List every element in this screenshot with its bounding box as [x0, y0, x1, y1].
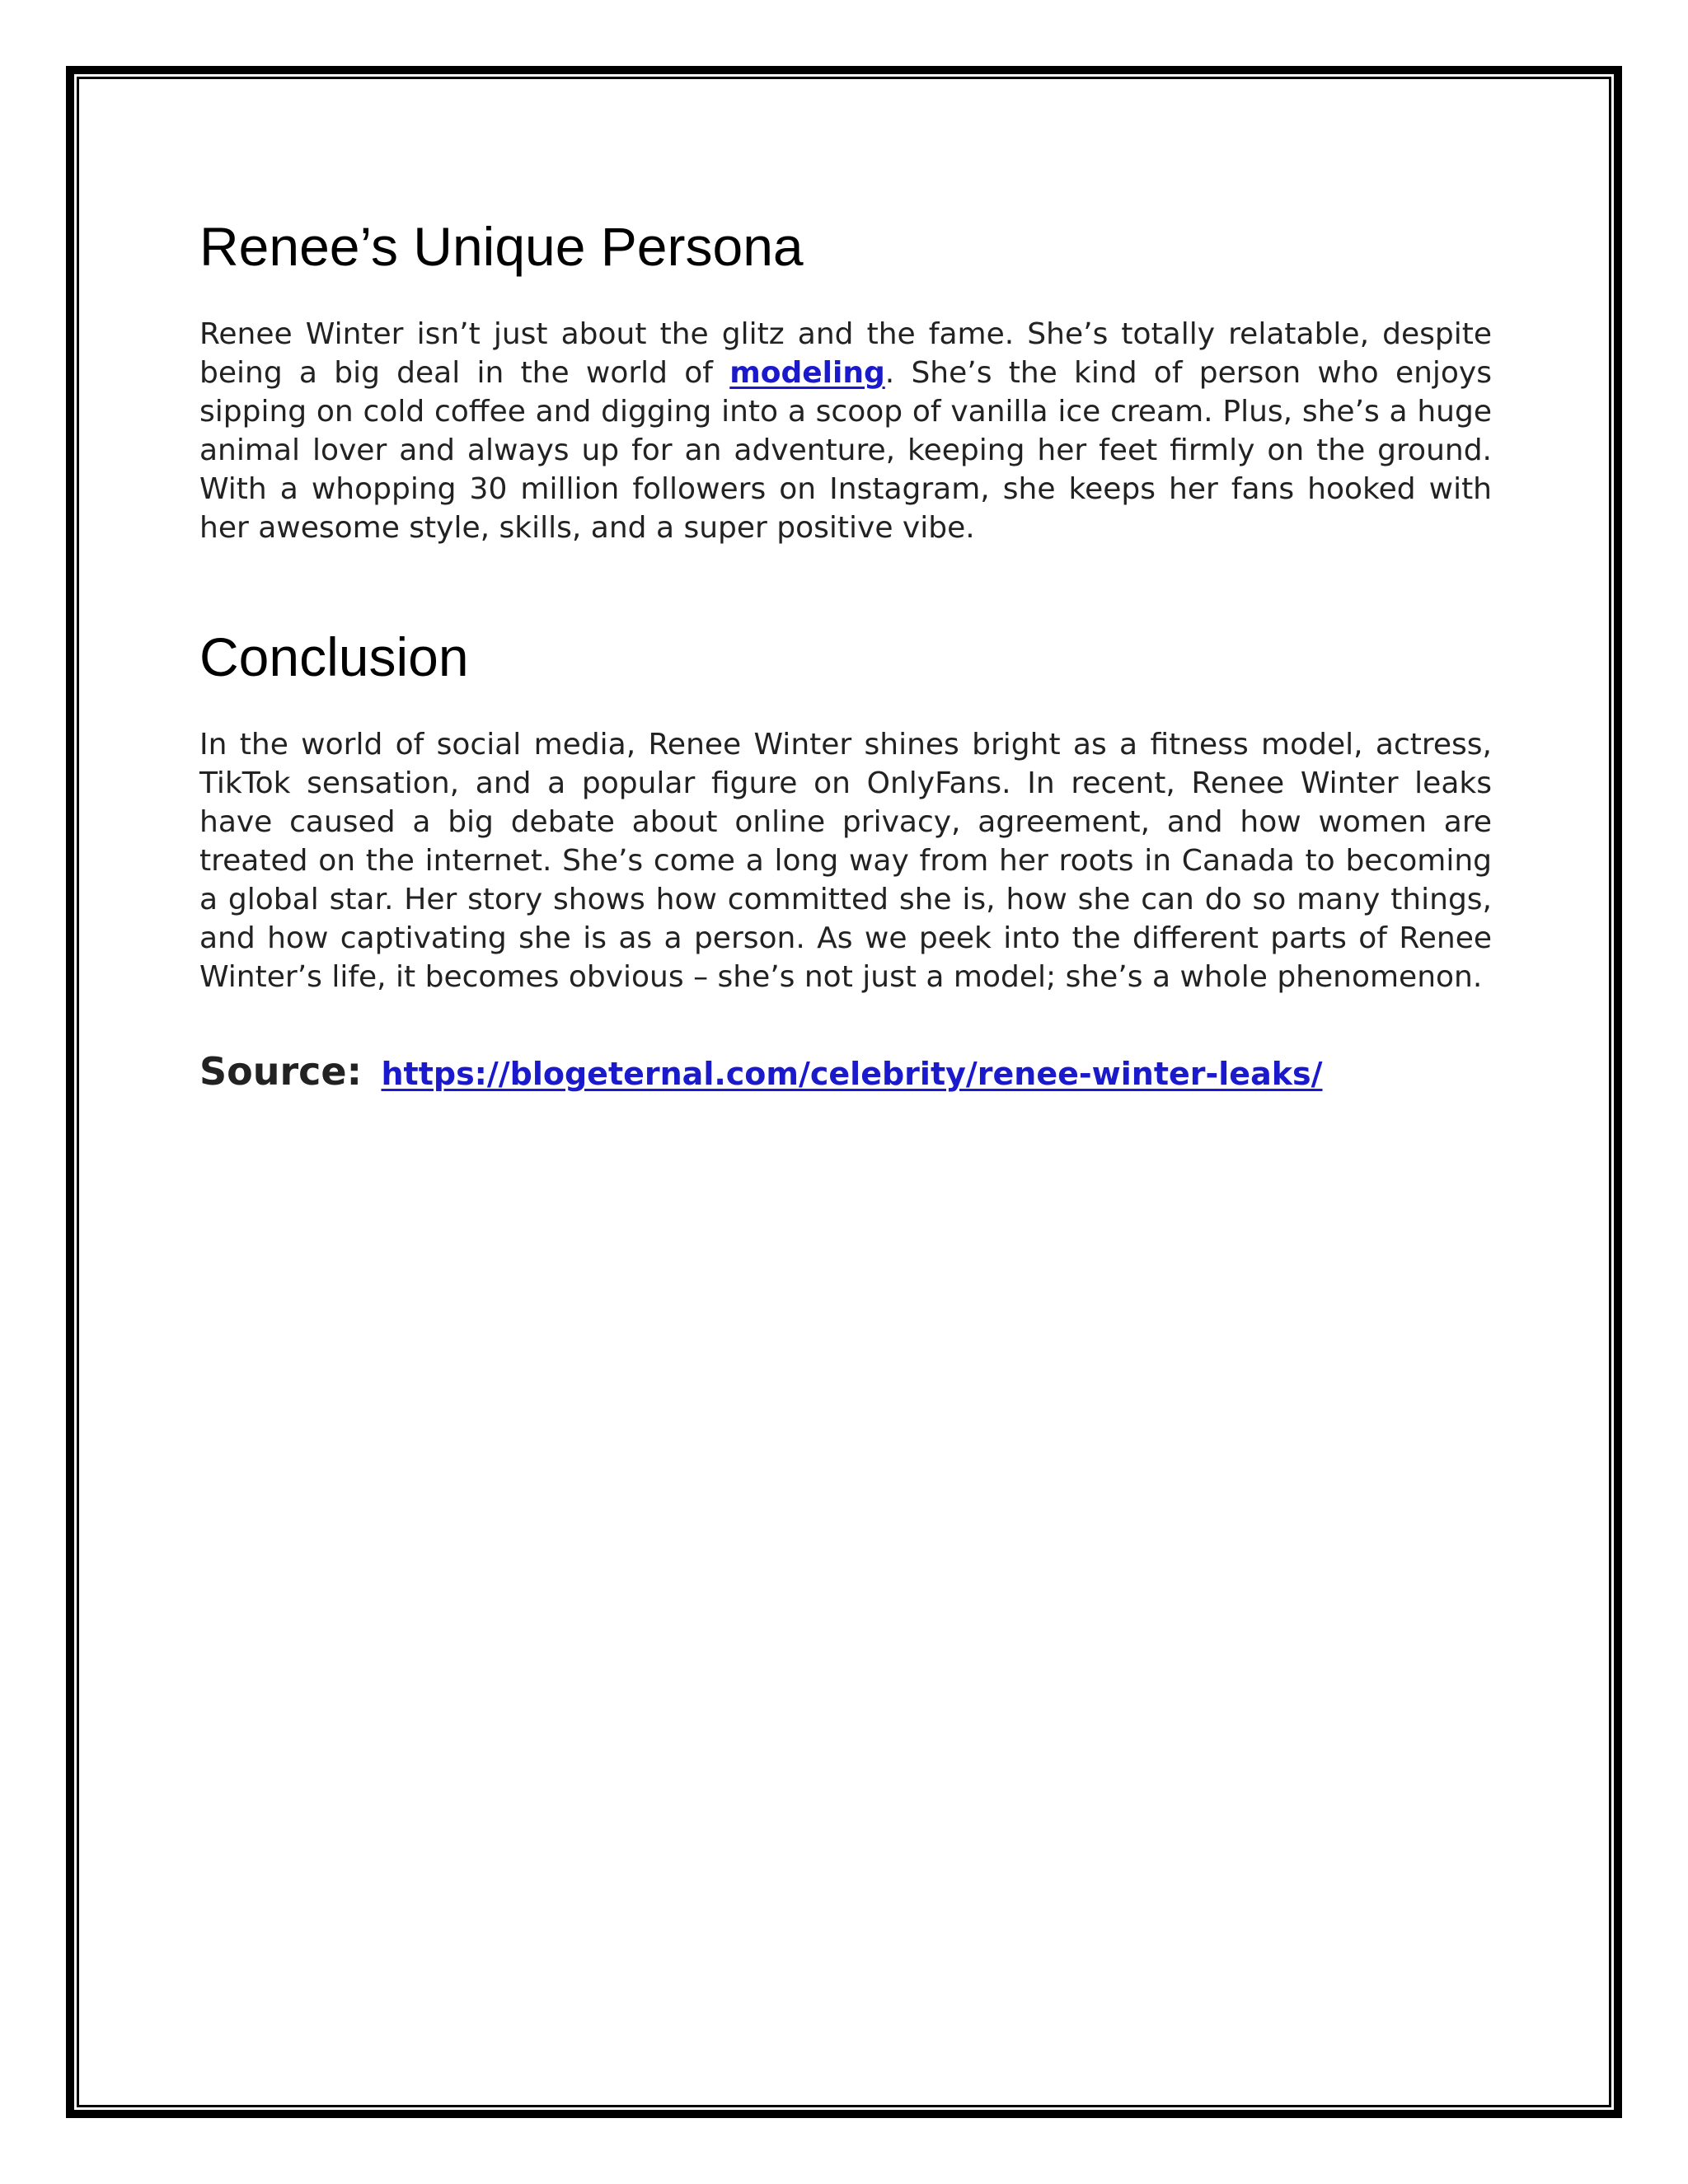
- section-heading-conclusion: Conclusion: [199, 626, 469, 687]
- modeling-link[interactable]: modeling: [729, 355, 885, 390]
- source-label: Source:: [199, 1048, 363, 1094]
- persona-paragraph: [199, 315, 1492, 547]
- document-content: [199, 206, 1492, 1096]
- section-heading-persona: Renee’s Unique Persona: [199, 216, 804, 277]
- source-line: [199, 1048, 1492, 1096]
- conclusion-paragraph: In the world of social media, Renee Winter shines bright as a fitness model, actress, TikTok sensation, and a popular figure on OnlyFans. In recent, Renee Winter leaks have caused a big debate about online privacy, agreement, and how women are treated on the internet. She’s come a long way from her roots in Canada to becoming a global star. Her story shows how committed she is, how she can do so many things, and how captivating she is as a person. As we peek into the different parts of Renee Winter’s life, it becomes obvious – she’s not just a model; she’s a whole phenomenon.: [199, 727, 1492, 994]
- source-link[interactable]: https://blogeternal.com/celebrity/renee-winter-leaks/: [381, 1055, 1323, 1092]
- persona-text-after-link: . She’s the kind of person who enjoys sipping on cold coffee and digging into a scoop of vanilla ice cream. Plus, she’s a huge animal lover and always up for an adventure, keeping her feet firmly on the ground. With a whopping 30 million followers on Instagram, she keeps her fans hooked with her awesome style, skills, and a super positive vibe.: [199, 355, 1492, 545]
- persona-text-before-link: Renee Winter isn’t just about the glitz and the fame. She’s totally relatable, despite being a big deal in the world of: [199, 316, 1492, 390]
